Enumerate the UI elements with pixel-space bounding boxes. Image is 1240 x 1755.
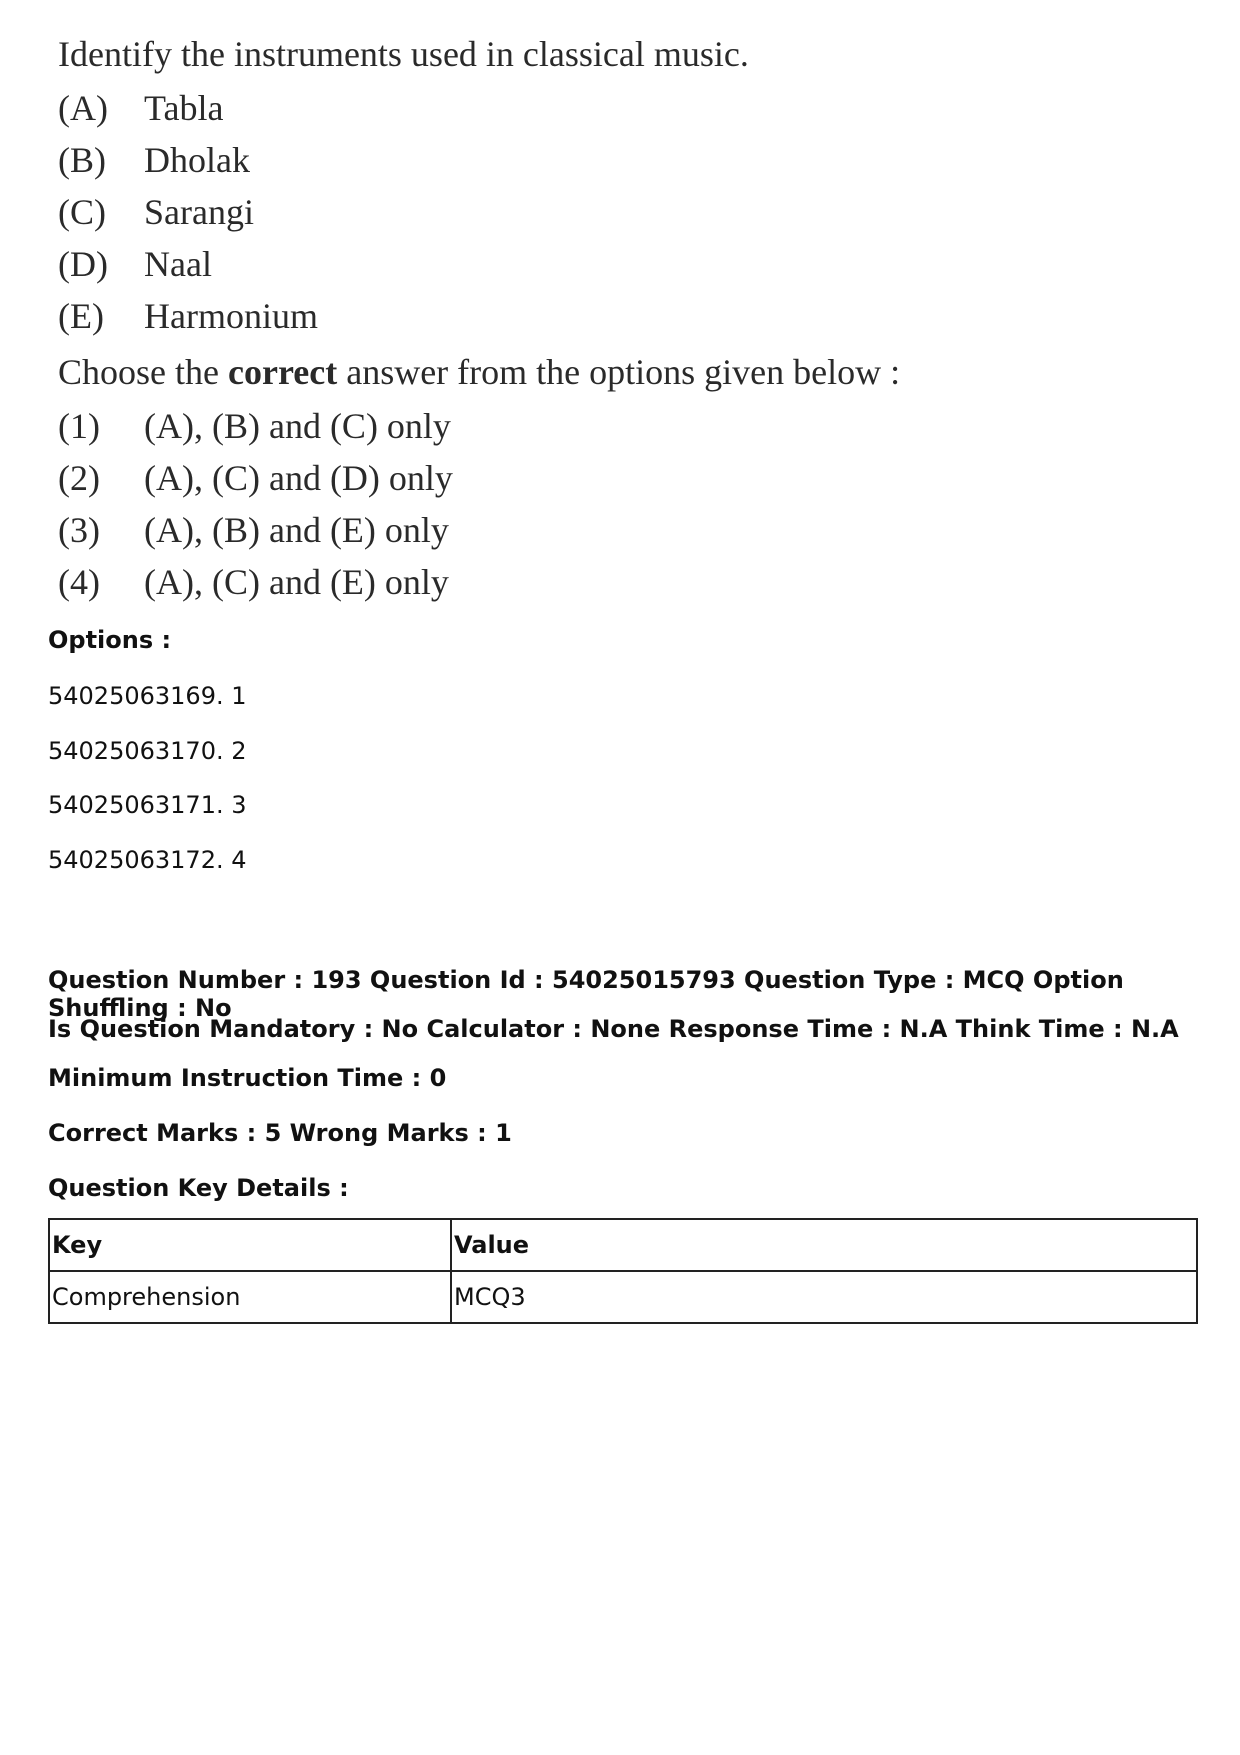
key-details-heading: Question Key Details : [48, 1174, 349, 1202]
instruction-pre: Choose the [58, 352, 228, 392]
choice-text: (A), (C) and (D) only [144, 458, 453, 498]
key-details-table [48, 1218, 1198, 1324]
question-meta-line3: Minimum Instruction Time : 0 [48, 1064, 447, 1092]
question-meta-line1: Question Number : 193 Question Id : 54025015793 Question Type : MCQ Option Shuffling : No [48, 966, 1124, 1022]
header-key: Key [49, 1219, 451, 1271]
cell-value: MCQ3 [451, 1271, 1197, 1323]
item-label: (E) [58, 296, 104, 336]
question-instruction [58, 346, 958, 398]
question-item [58, 82, 958, 134]
choice-label: (2) [58, 458, 100, 498]
choice-label: (1) [58, 406, 100, 446]
instruction-bold: correct [227, 352, 338, 392]
marks-line: Correct Marks : 5 Wrong Marks : 1 [48, 1119, 512, 1147]
item-text: Naal [144, 244, 212, 284]
option-entry: 54025063172. 4 [48, 846, 247, 874]
question-item [58, 186, 958, 238]
item-text: Harmonium [144, 296, 318, 336]
item-text: Dholak [144, 140, 250, 180]
item-text: Sarangi [144, 192, 254, 232]
option-entry: 54025063171. 3 [48, 791, 247, 819]
table-row [49, 1271, 1197, 1323]
question-item [58, 238, 958, 290]
option-entry: 54025063169. 1 [48, 682, 247, 710]
answer-choice [58, 452, 958, 504]
question-stem: Identify the instruments used in classical music. [58, 34, 749, 74]
item-text: Tabla [144, 88, 224, 128]
question-item [58, 134, 958, 186]
item-label: (A) [58, 88, 108, 128]
choice-text: (A), (B) and (C) only [144, 406, 451, 446]
item-label: (D) [58, 244, 108, 284]
question-meta-line2: Is Question Mandatory : No Calculator : None Response Time : N.A Think Time : N.A [48, 1015, 1179, 1043]
cell-key: Comprehension [49, 1271, 451, 1323]
option-entry: 54025063170. 2 [48, 737, 247, 765]
table-header-row [49, 1219, 1197, 1271]
answer-choice [58, 504, 958, 556]
answer-choice [58, 556, 958, 608]
instruction-post: answer from the options given below : [337, 352, 901, 392]
options-heading: Options : [48, 626, 172, 654]
item-label: (C) [58, 192, 106, 232]
choice-text: (A), (B) and (E) only [144, 510, 449, 550]
choice-text: (A), (C) and (E) only [144, 562, 449, 602]
item-label: (B) [58, 140, 106, 180]
question-item [58, 290, 958, 342]
header-value: Value [451, 1219, 1197, 1271]
answer-choice [58, 400, 958, 452]
choice-label: (4) [58, 562, 100, 602]
question-image [58, 28, 958, 608]
choice-label: (3) [58, 510, 100, 550]
